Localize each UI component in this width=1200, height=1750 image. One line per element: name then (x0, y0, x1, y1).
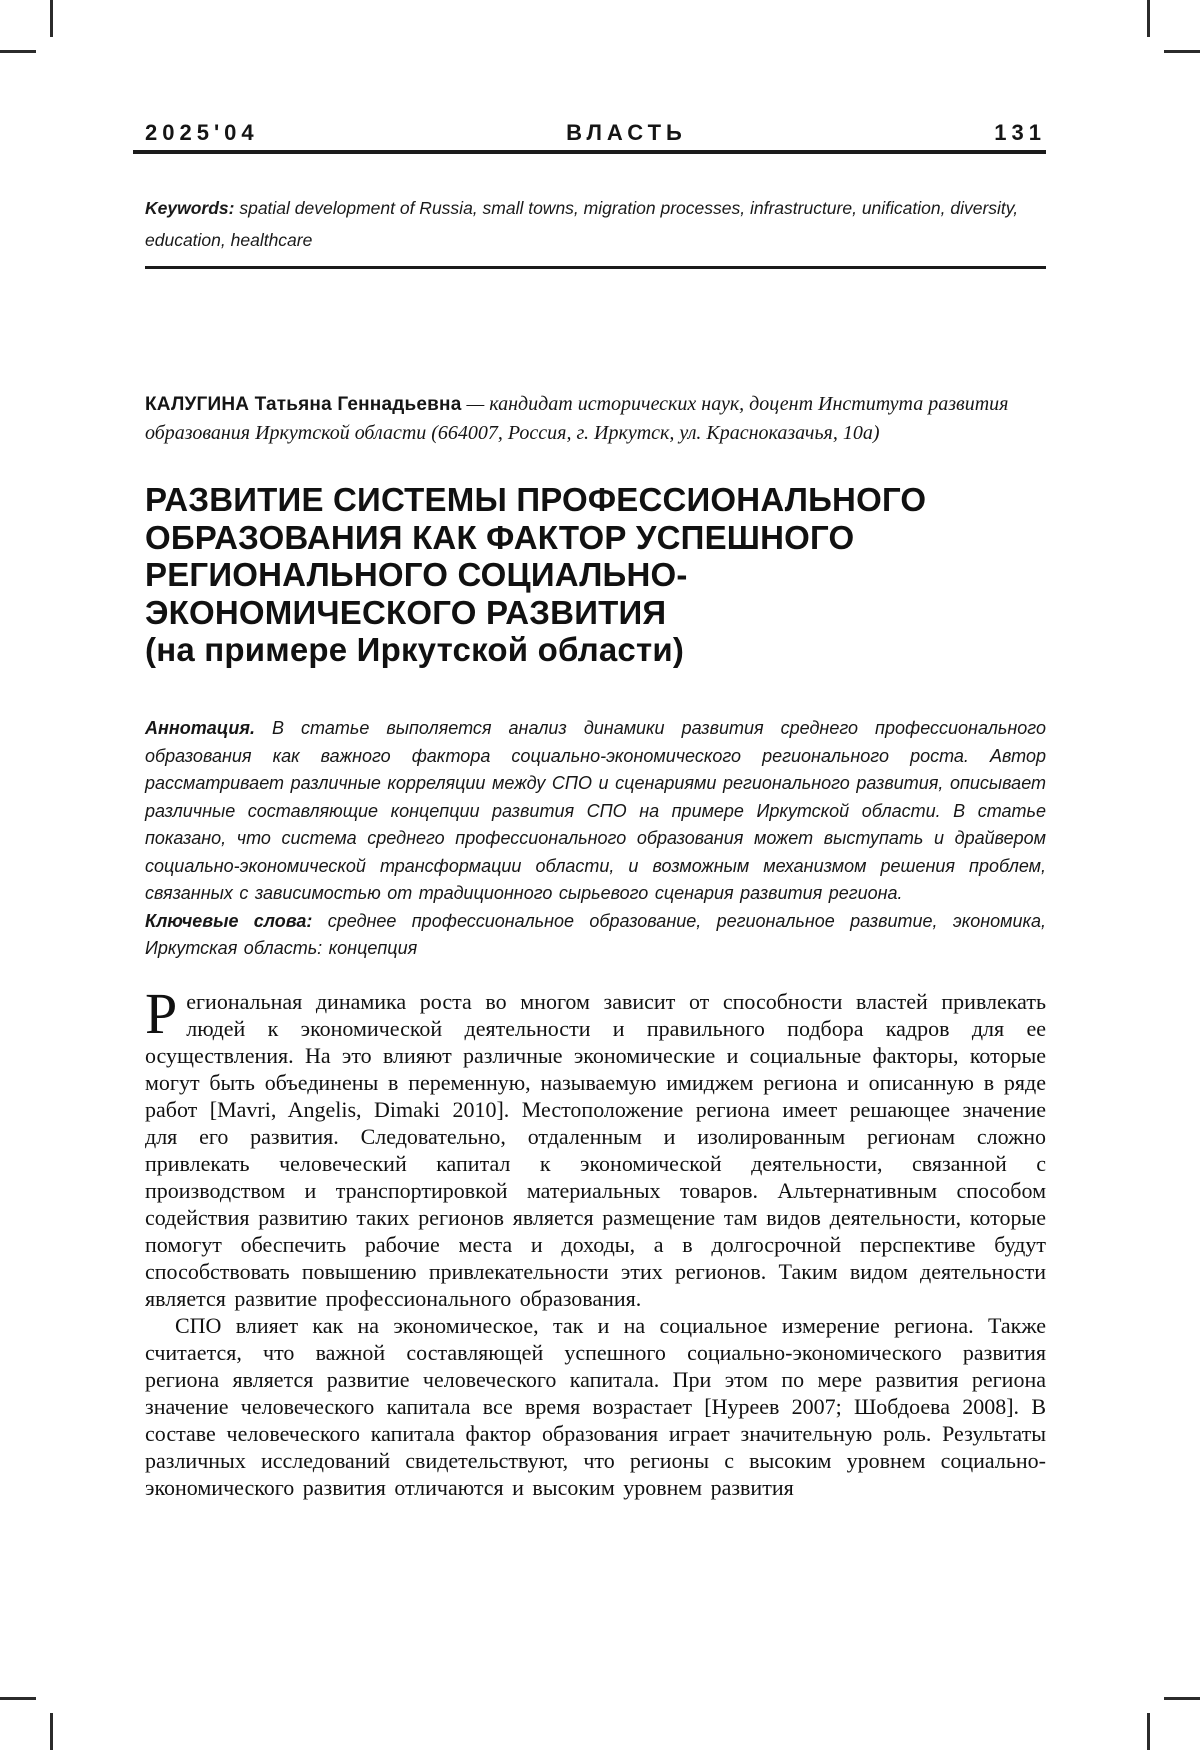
running-head (145, 120, 1046, 146)
keywords-ru-label: Ключевые слова: (145, 910, 313, 931)
author-block (145, 390, 1046, 447)
crop-mark-bottom-left-vertical (50, 1713, 53, 1750)
abstract-block (145, 715, 1046, 963)
abstract-paragraph (145, 715, 1046, 908)
author-affiliation: — кандидат исторических наук, доцент Института развития образования Иркутской области (664007, Россия, г. Иркутск, ул. Красноказачья, 10а) (145, 393, 1009, 444)
issue-number: 2025'04 (145, 120, 259, 145)
keywords-ru-text: среднее профессиональное образование, региональное развитие, экономика, Иркутская область: концепция (145, 910, 1046, 958)
crop-mark-bottom-right-horizontal (1164, 1697, 1200, 1700)
keywords-en-text: spatial development of Russia, small towns, migration processes, infrastructure, unification, diversity, education, healthcare (145, 198, 1019, 250)
article-body (145, 981, 1046, 1501)
running-head-rule (133, 150, 1046, 154)
crop-mark-top-right-horizontal (1164, 50, 1200, 53)
crop-mark-bottom-right-vertical (1147, 1713, 1150, 1750)
author-name: КАЛУГИНА Татьяна Геннадьевна (145, 394, 462, 415)
body-paragraph-2 (145, 1312, 1046, 1501)
crop-mark-bottom-left-horizontal (0, 1697, 36, 1700)
drop-cap: Р (145, 981, 178, 1046)
crop-mark-top-right-vertical (1147, 0, 1150, 37)
body-paragraph-2-text: СПО влияет как на экономическое, так и на социальное измерение региона. Также считается, что важной составляющей успешного социально-экономического развития региона является развитие человеческого капитала. При этом по мере развития региона значение человеческого капитала все время возрастает [Нуреев 2007; Шобдоева 2008]. В составе человеческого капитала фактор образования играет значительную роль. Результаты различных исследований свидетельствуют, что регионы с высоким уровнем социально-экономического развития отличаются и высоким уровнем развития (145, 1313, 1046, 1500)
body-paragraph-1 (145, 981, 1046, 1312)
body-paragraph-1-text: егиональная динамика роста во многом зависит от способности властей привлекать людей к экономической деятельности и правильного подбора кадров для ее осуществления. На это влияют различные экономические и социальные факторы, которые могут быть объединены в переменную, называемую имиджем региона и описанную в ряде работ [Mavri, Angelis, Dimaki 2010]. Местоположение региона имеет решающее значение для его развития. Следовательно, отдаленным и изолированным регионам сложно привлекать человеческий капитал к экономической деятельности, связанной с производством и транспортировкой материальных товаров. Альтернативным способом содействия развитию таких регионов является размещение там видов деятельности, которые помогут обеспечить рабочие места и доходы, а в долгосрочной перспективе будут способствовать повышению привлекательности этих регионов. Таким видом деятельности является развитие профессионального образования. (145, 989, 1046, 1311)
keywords-en-paragraph (145, 192, 1046, 256)
keywords-en-label: Keywords: (145, 198, 235, 218)
article-title-line-3: РЕГИОНАЛЬНОГО СОЦИАЛЬНО- (145, 556, 688, 593)
article-title-line-1: РАЗВИТИЕ СИСТЕМЫ ПРОФЕССИОНАЛЬНОГО (145, 481, 927, 518)
article-title-line-5: (на примере Иркутской области) (145, 631, 685, 668)
article-title-line-2: ОБРАЗОВАНИЯ КАК ФАКТОР УСПЕШНОГО (145, 518, 855, 556)
article-divider-rule (145, 266, 1046, 269)
page-number: 131 (994, 120, 1046, 145)
abstract-label: Аннотация. (145, 718, 255, 738)
crop-mark-top-left-horizontal (0, 50, 36, 53)
article-title (145, 481, 1065, 669)
abstract-text: В статье выполяется анализ динамики развития среднего профессионального образования как важного фактора социально-экономического регионального роста. Автор рассматривает различные корреляции между СПО и сценариями регионального развития, описывает различные составляющие концепции развития СПО на примере Иркутской области. В статье показано, что система среднего профессионального образования может выступать и драйвером социально-экономической трансформации области, и возможным механизмом решения проблем, связанных с зависимостью от традиционного сырьевого сценария развития региона. (145, 718, 1046, 903)
journal-name: ВЛАСТЬ (566, 120, 687, 145)
article-title-line-4: ЭКОНОМИЧЕСКОГО РАЗВИТИЯ (145, 593, 667, 631)
keywords-ru-paragraph (145, 908, 1046, 963)
crop-mark-top-left-vertical (50, 0, 53, 37)
